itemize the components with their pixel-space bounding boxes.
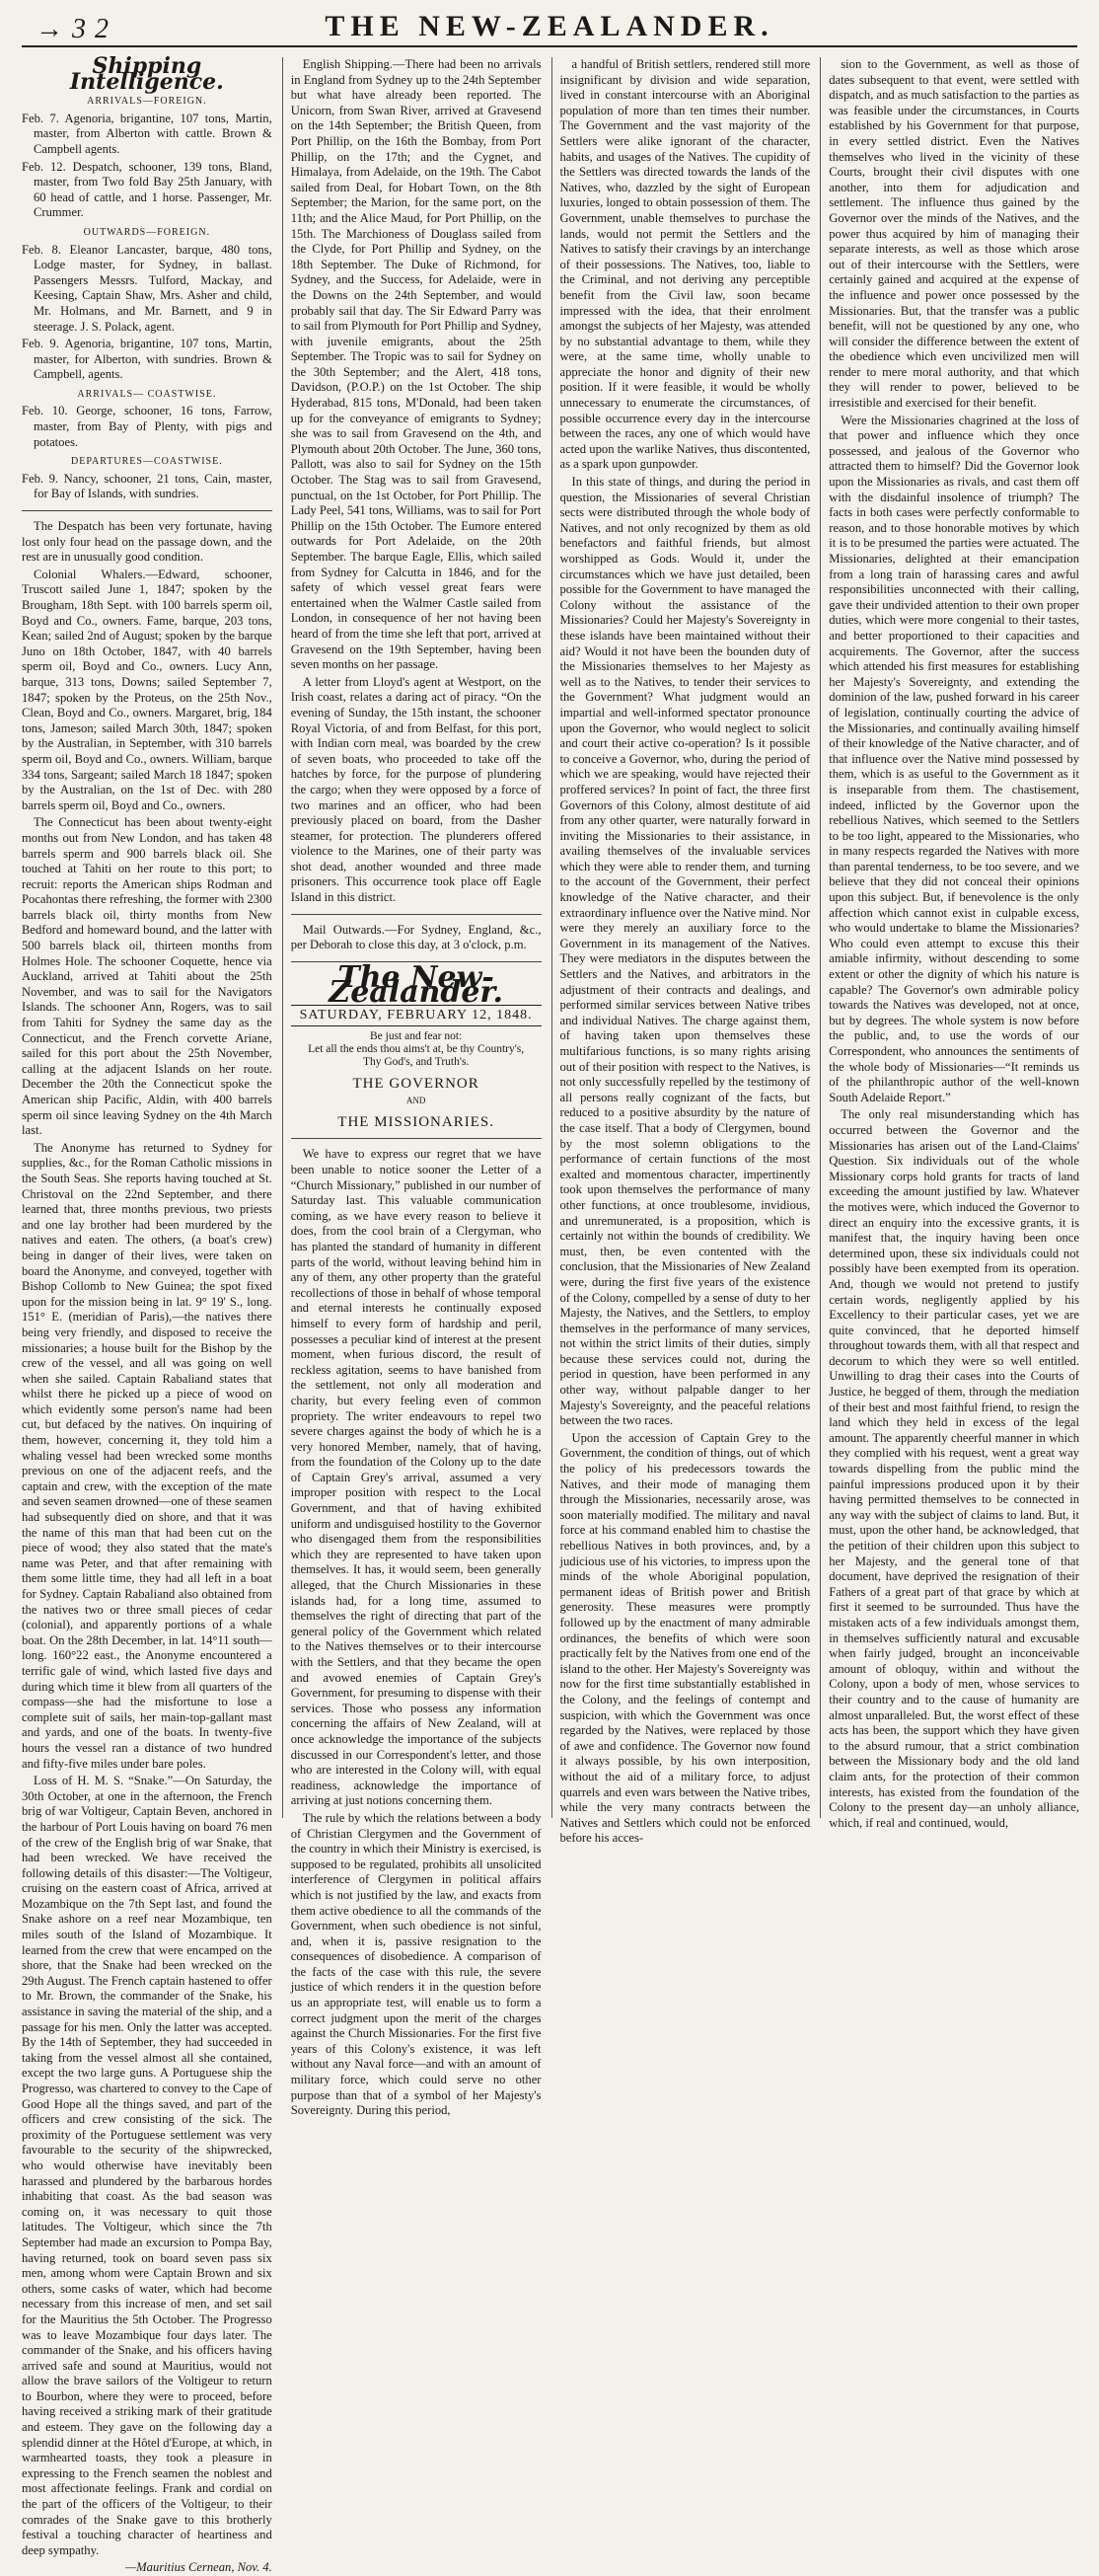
paragraph: We have to express our regret that we have been unable to notice sooner the Letter of a “Church Missionary,” published in our number of Saturday last. This valuable communication coming, as we have every reason to believe it does, from the cool brain of a Clergyman, who has planted the standard of humanity in different parts of the world, without leaving behind him in any of them, any other property than the grateful recollections of those in behalf of whose temporal and eternal interests he continually exposed himself to every form of hardship and peril, possesses a peculiar kind of interest at the present moment, when furious discord, the result of reckless agitation, seems to have banished from the settlement, not only all moderation and charity, but every feeling even of common propriety. The writer endeavours to repel two severe charges against the body of which he is a very honored Member, namely, that of having, from the foundation of the Colony up to the date of Captain Grey's arrival, assumed a very improper position with respect to the Local Government, and that of having exhibited uniform and undisguised hostility to the Governor who disengaged them from the responsibilities which they are represented to have taken upon themselves. It has, it would seem, been generally alleged, that the Church Missionaries in these islands had, for a long time, assumed to themselves the right of directing that part of the general policy of the Government which related to the Natives themselves or to their intercourse with the Settlers, and that they became the open and avowed enemies of Captain Grey's Government, for presuming to dispense with their services. Those who possess any information concerning the affairs of New Zealand, will at once acknowledge the importance of the subjects discussed in our Correspondent's letter, and those who are interested in the Colony will, with equal readiness, acknowledge the importance of arriving at just notions concerning them. bbox=[290, 1147, 542, 1808]
shipping-entry: Feb. 9. Nancy, schooner, 21 tons, Cain, master, for Bay of Islands, with sundries. bbox=[22, 471, 272, 501]
column-3 bbox=[551, 57, 811, 1846]
running-paper-title: THE NEW-ZEALANDER. bbox=[325, 10, 774, 42]
divider bbox=[22, 510, 272, 511]
column-2 bbox=[282, 57, 542, 2118]
dateline: SATURDAY, FEBRUARY 12, 1848. bbox=[291, 1005, 542, 1026]
shipping-entry: Feb. 12. Despatch, schooner, 139 tons, Bland, master, from Two fold Bay 25th January, with 60 head of cattle, and 1 horse. Passenger, Mr. Crummer. bbox=[22, 159, 272, 220]
page-number: → 3 2 bbox=[36, 14, 110, 44]
running-header bbox=[22, 6, 1077, 47]
paragraph: The only real misunderstanding which has occurred between the Governor and the Missionaries has arisen out of the Land-Claims' Question. Six individuals out of the whole Missionary corps hold grants for tracts of land exceeding the amount justified by law. Whatever the motives were, which induced the Governor to direct an enquiry into the excessive grants, it is manifest that, the inquiry having been once determined upon, these six individuals could not possibly have been exempted from its operation. And, though we would not pretend to justify certain words, negligently applied by his Excellency to their particular cases, yet we are quite convinced, that he deported himself throughout towards them, with all that respect and decorum to which they were so well entitled. Unwilling to drag their cases into the Courts of Justice, he begged of them, through the mediation of their best and most faithful friend, to resign the land which they held in excess of the legal amount. The apparently cheerful manner in which they complied with his request, went a great way towards dispelling from the public mind the painful impressions produced upon it by their having permitted themselves to be connected in any way with the subject of claims to land. But, it must, upon the other hand, be acknowledged, that the petition of their children upon this subject to her Majesty, and the general tone of that document, have deprived the resignation of their Fathers of a great part of that grace by which at first it seemed to be surrounded. Thus have the mistaken acts of a few individuals amongst them, in themselves sufficiently natural and excusable when fairly judged, brought an inconceivable amount of obloquy, within and without the Colony, upon a body of men, whose services to their country and to the cause of humanity are almost unparalleled. But, the worst effect of these acts has been, the support which they have given to the absurd rumour, that a strict combination between the Missionary body and the old land claim ants, for the protection of their common interests, has existed from the foundation of the Colony to the present day—an unholy alliance, which, if real and continued, would, bbox=[829, 1107, 1079, 1830]
motto-line: Be just and fear not: bbox=[369, 1029, 463, 1042]
shipping-entry: Feb. 7. Agenoria, brigantine, 107 tons, Martin, master, from Alberton with cattle. Brown & Campbell agents. bbox=[22, 111, 272, 156]
paragraph: The Anonyme has returned to Sydney for supplies, &c., for the Roman Catholic missions in the South Seas. She reports having touched at St. Christoval on the 22nd September, and there learned that, three months previous, two priests and one lay brother had been murdered by the natives and eaten. The others, (a boat's crew) being in danger of their lives, were taken on board the Anonyme, and conveyed, together with Bishop Collomb to New Guinea; the spot fixed upon for the mission being in lat. 9° 19' S., long. 151° E. (meridian of Paris),—the natives there being very friendly, and disposed to receive the missionaries; a house built for the Bishop by the crew of the vessel, and all was going on well when she sailed. Captain Rabaliand states that whilst there he picked up a piece of wood on which evidently some person's name had been cut, but defaced by the natives. On inquiring of them, however, concerning it, they told him a whaling vessel had been wrecked some months previous on one of the adjacent reefs, and the captain and crew, with the exception of the mate and seven seamen drowned—one of these seamen had subsequently died on shore, and that it was the name of this man that had been cut on the piece of wood; they also stated that the mate's name was Peter, and that after remaining with them some little time, they had all left in a boat for Sydney. Captain Rabaliand also obtained from the natives two or three small pieces of cedar (colonial), and apparently portions of a whale boat. On the 28th December, in lat. 14°11 south—long. 160°22 east., the Anonyme encountered a terrific gale of wind, which lasted five days and during which time it blew from all quarters of the compass—she had the misfortune to lose a complete suit of sails, her main-top-gallant mast and yards, and one of the boats. In twenty-five hours the vessel ran a distance of two hundred and fifty-five miles under bare poles. bbox=[22, 1140, 272, 1771]
shipping-entry: Feb. 9. Agenoria, brigantine, 107 tons, Martin, master, for Alberton, with sundries. Brown & Campbell, agents. bbox=[22, 337, 272, 382]
article-title-and: AND bbox=[405, 1096, 426, 1106]
shipping-entry: Feb. 10. George, schooner, 16 tons, Farrow, master, from Bay of Plenty, with pigs and potatoes. bbox=[22, 404, 272, 449]
paragraph: a handful of British settlers, rendered still more insignificant by division and wide separation, lived in constant intercourse with an Aboriginal population of more than ten times their number. The Government and the vast majority of the Settlers were alike ignorant of the character, habits, and usages of the Natives. The cupidity of the Settlers was directed towards the lands of the Natives, who, dazzled by the sight of European luxuries, longed to obtain possession of them. The Government, unable themselves to purchase the lands, would not permit the Settlers and the Natives to satisfy their cravings by an interchange of their possessions. The Natives, too, liable to the Criminal, and not deriving any perceptible benefit from the Civil law, soon became impressed with the idea, that their enrolment amongst the subjects of her Majesty, was attended by no substantial advantage to them, while they were, at the same time, wholly unable to appreciate the honor and dignity of their new position. If it were feasible, it would be wholly unnecessary to enumerate the circumstances, of possible occurrence every day in the intercourse between the races, any one of which would have acted upon the warlike Natives, thus discontented, as a spark upon gunpowder. bbox=[559, 57, 811, 472]
motto-line: Let all the ends thou aims't at, be thy Country's, bbox=[308, 1042, 525, 1055]
shipping-entry: Feb. 8. Eleanor Lancaster, barque, 480 tons, Lodge master, for Sydney, in ballast. Passengers Messrs. Tulford, Mackay, and Keesing, Captain Shaw, Mrs. Asher and child, Mr. Holmans, and Mr. Barnett, and 9 in steerage. J. S. Polack, agent. bbox=[22, 242, 272, 334]
paragraph: sion to the Government, as well as those of dates subsequent to that event, were settled with dispatch, and as much satisfaction to the parties as was feasible under the circumstances, in Courts established by his Government for that purpose, in every settled district. Even the Natives themselves who lived in the vicinity of these Courts, brought their civil disputes with one another, into them for adjudication and settlement. The influence thus gained by the Governor over the minds of the Natives, and the power thus acquired by him of managing their separate interests, as well as those which arose out of their intercourse with the Settlers, were certainly gained and acquired at the expense of the influence and power once possessed by the Missionaries. But, that the transfer was a public benefit, will not be questioned by any one, who will consider the difference between the extent of the obedience which even uncivilized men will render to mere moral authority, and that which they will render to power, believed to be irresistible and exercised for their benefit. bbox=[829, 57, 1079, 411]
mail-notice: Mail Outwards.—For Sydney, England, &c., per Deborah to close this day, at 3 o'clock, p.m. bbox=[290, 922, 542, 952]
source-credit: —Mauritius Cernean, Nov. 4. bbox=[124, 2560, 272, 2575]
motto bbox=[291, 1030, 542, 1069]
divider bbox=[291, 914, 542, 915]
subhead-arrivals-foreign: ARRIVALS—FOREIGN. bbox=[87, 96, 207, 108]
subhead-outwards-foreign: OUTWARDS—FOREIGN. bbox=[83, 226, 211, 238]
section-title-shipping: Shipping Intelligence. bbox=[69, 53, 224, 95]
columns bbox=[22, 53, 1079, 2575]
subhead-departures-coastwise: DEPARTURES—COASTWISE. bbox=[71, 456, 223, 468]
paragraph: Loss of H. M. S. “Snake.”—On Saturday, the 30th October, at one in the afternoon, the French brig of war Voltigeur, Captain Beven, anchored in the harbour of Port Louis having on board 76 men of the crew of the English brig of war Snake, that had been wrecked. We have received the following details of this disaster:—The Voltigeur, cruising on the eastern coast of Africa, arrived at Mozambique on the 7th Sept last, and found the Snake ashore on a reef near Mozambique, ten miles south of the Island of Mozambique. It learned from the crew that were encamped on the shore, that the Snake had been wrecked on the 29th August. The French captain hastened to offer to Mr. Brown, the commander of the Snake, his assistance in saving the material of the ship, and a passage for his men. Only the latter was accepted. By the 14th of September, they had succeeded in taking from the vessel almost all she contained, except the two large guns. A Portuguese ship the Progresso, was chartered to convey to the Cape of Good Hope all the things saved, and part of the officers and crew consisting of the sick. The proximity of the Portuguese settlement was very favourable to the security of the shipwrecked, who would otherwise have inevitably been harassed and plundered by the barbarous hordes inhabiting that coast. As the bad season was coming on, it was necessary to quit those latitudes. The Voltigeur, which since the 7th September had made an excursion to Pompa Bay, having returned, took on board seven pass six men, among whom were Captain Brown and six others, some casks of water, which had become necessary from this increase of men, and set sail for the Mauritius the 5th October. The Progresso was to leave Mozambique four days later. The commander of the Snake, and his officers having arrived safe and sound at Mauritius, would not allow the brave sailors of the Voltigeur to return to Bourbon, where they were to proceed, before having received a striking mark of their gratitude and esteem. They gave on the following day a splendid dinner at the Hôtel d'Europe, at which, in warmhearted toasts, they took a pleasure in expressing to the French seamen the noblest and most affectionate feelings. Frank and cordial on the part of the officers of the Voltigeur, to their comrades of the Snake gave to this brotherly festival a touching character of heartiness and deep sympathy. bbox=[22, 1774, 272, 2557]
column-1 bbox=[22, 53, 272, 2575]
paragraph: The Despatch has been very fortunate, having lost only four head on the passage down, and the rest are in unusually good condition. bbox=[22, 519, 272, 565]
paragraph: A letter from Lloyd's agent at Westport, on the Irish coast, relates a daring act of piracy. “On the evening of Sunday, the 15th instant, the schooner Royal Victoria, of and from Belfast, for this port, with Indian corn meal, was boarded by the crew of seven boats, who proceeded to take off the hatches by force, for the purpose of plundering the cargo; when they were opposed by a force of two marines and an officer, who had been previously placed on board, from the Dasher steamer, for protection. The plunderers offered violence to the Marines, one of their party was shot dead, another wounded and three made prisoners. This occurrence took place off Eagle Island in this district. bbox=[290, 674, 542, 905]
motto-line: Thy God's, and Truth's. bbox=[362, 1055, 470, 1068]
article-title: THE GOVERNOR bbox=[352, 1075, 479, 1092]
divider bbox=[291, 1138, 542, 1139]
subhead-arrivals-coastwise: ARRIVALS— COASTWISE. bbox=[77, 388, 217, 400]
paragraph: Were the Missionaries chagrined at the loss of that power and influence which they once possessed, and jealous of the Governor who attracted them to himself? Did the Governor look upon the Missionaries as rivals, and cast them off with the disdainful insolence of triumph? The facts in both cases were perfectly conformable to reason, and to those honorable motives by which it is to be presumed the parties were actuated. The Missionaries, delighted at their emancipation from a long train of harassing cares and awful responsibilities unconnected with their calling, gave their undivided attention to their own proper duties, which were more congenial to their tastes, and better proportioned to their capacities and acquirements. The Governor, after the success which attended his first measures for establishing her Majesty's Sovereignty, and extending the dominion of the law, pushed forward in his career of legislation, continually courting the advice of the Missionaries, and continually availing himself of their knowledge of the Native character, and of that influence over the Native mind possessed by them, which is as useful to the Government as it is inseparable from them. The chastisement, indeed, inflicted by the Governor upon the rebellious Natives, which seemed to the Settlers to be too light, appeared to the Missionaries, who in many respects regarded the Natives with more than parental tenderness, to be too severe, and we believe that they did not conceal their opinions upon this subject. But, if benevolence is the only affection which cannot exist in culpable excess, who would undertake to blame the Missionaries? Who could even attempt to excuse this their amiable infirmity, without descending to some extent or other the dignity of which his nature is capable? The Governor's own admirable policy towards the Natives was developed, not at once, but by degrees. The whole system is now before the public, and, to use the words of our Correspondent, who announces the sentiments of the whole body of Missionaries—“It reminds us of the philanthropic author of the well-known South Adelaide Report.” bbox=[829, 413, 1079, 1104]
article-title: THE MISSIONARIES. bbox=[337, 1113, 494, 1130]
paragraph: Colonial Whalers.—Edward, schooner, Truscott sailed June 1, 1847; spoken by the Brougham, 18th Sept. with 100 barrels sperm oil, Boyd and Co., owners. Fame, barque, 203 tons, Kean; sailed 2nd of August; spoken by the barque Juno on 18th October, 1847, with 40 barrels sperm oil, Boyd and Co., owners. Lucy Ann, barque, 313 tons, Downs; sailed September 7, 1847; spoken by the Proteus, on the 25th Nov., Clean, Boyd and Co., owners. Margaret, brig, 184 tons, Jameson; sailed March 30th, 1847; spoken by the Australian, in September, with 310 barrels sperm oil, Boyd and Co., owners. William, barque 334 tons, Sargeant; sailed March 18 1847; spoken by the Australian, on the 1st of Dec. with 280 barrels sperm oil, Boyd and Co., owners. bbox=[22, 567, 272, 812]
column-4 bbox=[820, 57, 1079, 1830]
paragraph: In this state of things, and during the period in question, the Missionaries of several Christian sects were distributed through the whole body of Natives, and not only recognized by them as old benefactors and faithful friends, but almost worshipped as Gods. Would it, under the circumstances which we have just detailed, been possible for the Government to have managed the Colony without the assistance of the Missionaries? Could her Majesty's Sovereignty in these islands have been maintained without their aid? Would it not have been the bounden duty of the Missionaries themselves to her Majesty as well as to the Natives, to tender their services to the Government? What judgment would an impartial and well-informed spectator pronounce upon the Governor, who would neglect to solicit and court their active co-operation? Is it possible to conceive a Governor, who, during the period of which we are speaking, would have rejected their proffered services? In point of fact, the three first Governors of this Colony, almost destitute of aid from any other quarter, were naturally forward in inviting the Missionaries to their assistance, in availing themselves of the invaluable services which they were able to render them, and turning to the account of the Government, their perfect knowledge of the Native character, and their extraordinary influence over the Native mind. Nor were they merely an auxiliary force to the Government in its management of the Natives. They were mediators in the disputes between the Settlers and the Natives, and arbitrators in the adjustment of their contracts and dealings, and performed similar services between Native tribes and individual Natives. The charge against them, of having taken upon themselves these multifarious functions, is so many rights arising out of their position with respect to the Natives, is not only successfully repelled by the testimony of all persons really cognizant of the facts, but reduced to a positive absurdity by the nature of the case itself. That a body of Clergymen, bound by the most solemn obligations to the performance of certain functions of the most exalted and momentous character, impertinently took upon themselves the performance of many other functions, at once troublesome, invidious, and unremunerated, is a proposition, which is certainly not within the bounds of credibility. We must, then, be even contented with the conclusion, that the Missionaries of New Zealand were, during the first five years of the existence of the Colony, compelled by a sense of duty to her Majesty, the Natives, and the Settlers, to employ themselves in the performance of many services, not within the strict limits of their duties, simply because these services could not, during the period in question, have been performed in any other way, without palpable danger to her Majesty's Sovereignty, and the peaceful relations between the two races. bbox=[559, 475, 811, 1428]
paragraph: English Shipping.—There had been no arrivals in England from Sydney up to the 24th September but what have already been reported. The Unicorn, from Swan River, arrived at Gravesend on the 14th September; the British Queen, from Port Phillip, on the 16th the Bombay, from Port Phillip, on the 17th; and the Cygnet, and Himalaya, from Adelaide, on the 19th. The Cabot sailed from Deal, for Hobart Town, on the 8th September; the Marion, for the same port, on the 11th; and the Alice Maud, for Port Phillip, on the 15th. The Marchioness of Douglass sailed from the Clyde, for Port Phillip and Sydney, on the 18th September. The Duke of Richmond, for Sydney, and the Success, for Adelaide, were in the Downs on the 24th September, and would probably sail that day. The Sir Edward Parry was to sail from Plymouth for Port Phillip and Sydney, with juvenile emigrants, about the 25th September. The Tropic was to sail for Sydney on the 30th September; and the Alert, 418 tons, Davidson, (P.O.P.) on the 1st October. The ship Hyderabad, 815 tons, M'Donald, had been taken up for the conveyance of emigrants to Sydney; she was to sail from Gravesend on the 4th, and Plymouth about 20th October. The June, 360 tons, Pallott, was also to sail for Sydney on the 15th October. The Stag was to sail from Gravesend, punctual, on the 1st October, for Port Phillip. The Lady Peel, 541 tons, Williams, was to sail for Port Phillip on the 15th October. The Eumore entered outwards for Port Adelaide, on the 20th September. The barque Eagle, Ellis, which sailed from Sydney for Calcutta in 1846, and for the safety of which vessel great fears were entertained when the Walmer Castle sailed from London, in consequence of her not having been heard of from the time she left that port, arrived at Gravesend on the 19th September, having been seven months on her passage. bbox=[290, 57, 542, 672]
nameplate: The New-Zealander. bbox=[329, 959, 503, 1011]
paragraph: The rule by which the relations between a body of Christian Clergymen and the Government of the country in which their Ministry is exercised, is supposed to be regulated, prohibits all unsolicited interference of Clergymen in political affairs which is not justified by the law, and exacts from them active obedience to all the commands of the Government, when such obedience is not sinful, and, when it is, passive resignation to the consequences of disobedience. A comparison of the facts of the case with this rule, the severe justice of which renders it in the question before us an appropriate test, will enable us to form a correct judgment upon the merit of the charges against the Church Missionaries. For the first five years of this Colony's existence, it was left without any Naval force—and with an amount of military force, which could serve no other purpose than that of a symbol of her Majesty's Sovereignty. During this period, bbox=[290, 1810, 542, 2118]
paragraph: The Connecticut has been about twenty-eight months out from New London, and has taken 48 barrels sperm and 900 barrels black oil. She touched at Tahiti on her route to this port; to recruit: reports the American ships Rodman and Pocahontas there refreshing, the former with 2300 barrels black oil, thirty months from New Bedford and homeward bound, and the latter with 500 barrels black oil, thirteen months from Holmes Hole. The schooner Coquette, hence via Auckland, arrived at Tahiti about the 25th November, and was to sail for the Navigators Islands. The schooner Ann, Rogers, was to sail from Tahiti for Sydney the same day as the Connecticut, and the French corvette Ariane, sailed for this port about the 25th November, calling at the adjacent Islands on her route. December the 20th the Connecticut spoke the American ship Pacific, Aldin, with 400 barrels sperm oil since leaving Sydney on the 4th March last. bbox=[22, 815, 272, 1138]
paragraph: Upon the accession of Captain Grey to the Government, the condition of things, out of which the policy of his predecessors towards the Natives, and their mode of managing them through the Missionaries, necessarily arose, was soon materially modified. The military and naval force at his command enabled him to chastise the rebellious Natives in both provinces, and, by a judicious use of his victories, to impress upon the minds of the whole Aboriginal population, permanent ideas of British power and British generosity. These measures were promptly followed up by the enactment of many admirable ordinances, the benefits of which were soon practically felt by the Natives from one end of the island to the other. Her Majesty's Sovereignty was now for the first time substantially established in the Colony, and the feelings of contempt and suspicion, with which the Government was once regarded by the Natives, were replaced by those of awe and confidence. The Governor now found it always possible, by his own interposition, without the aid of a military force, to adjust quarrels and even wars between the Native tribes, while the very many contracts between the Natives and Settlers which could not be enforced before his acces- bbox=[559, 1430, 811, 1846]
